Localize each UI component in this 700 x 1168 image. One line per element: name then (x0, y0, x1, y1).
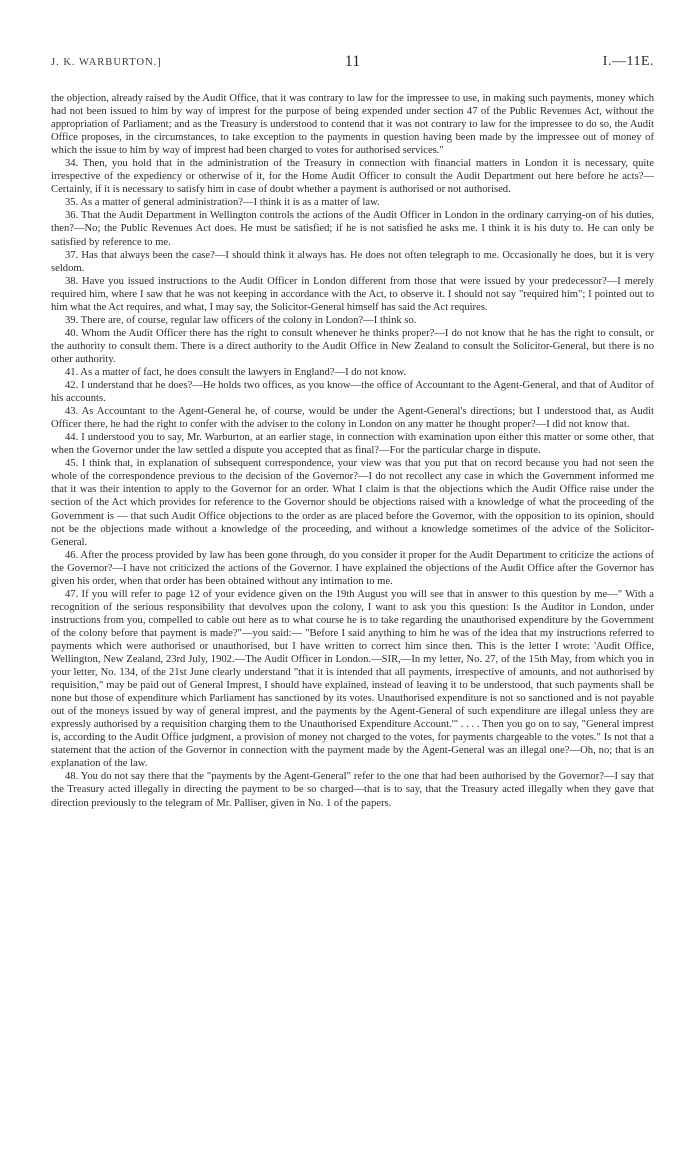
page-number: 11 (344, 53, 361, 70)
paragraph-continued: the objection, already raised by the Audit Office, that it was contrary to law for the impressee to use, in making such payments, money which had not been issued to him by way of imprest for the purpose of being expended under section 47 of the Public Revenues Act, without the appropriation of Parliament; and as the Treasury is understood to contend that it was not contrary to law for the impressee to do so, the Audit Office proposes, in the circumstances, to take exception to the payments in question having been made by the impressee out of money of which the issue to him by way of imprest had been charged to votes for authorised services." (51, 93, 654, 157)
paragraph-38: 38. Have you issued instructions to the Audit Officer in London different from those that were issued by your predecessor?—I merely required him, where I saw that he was not keeping in accordance with the Act, to observe it. I should not say "required him"; I pointed out to him what the Act requires, and what, I may say, the Solicitor-General himself has said the Act requires. (51, 275, 654, 313)
paragraph-46: 46. After the process provided by law has been gone through, do you consider it proper for the Audit Department to criticize the actions of the Governor?—I have not criticized the actions of the Governor. I have explained the objections of the Audit Office after the Governor has given his order, when that order has been obtained without any intimation to me. (51, 549, 654, 587)
paragraph-39: 39. There are, of course, regular law officers of the colony in London?—I think so. (65, 314, 417, 326)
paragraph-47: 47. If you will refer to page 12 of your evidence given on the 19th August you will see that in answer to this question by me—" With a recognition of the serious responsibility that devolves upon the colony, I want to ask you this question: Is the Auditor in London, under instructions from you, compelled to cable out here as to what course he is to take regarding the unauthorised expenditure by the Government of the colony before that payment is made?"—you said:— "Before I said anything to him he was of the idea that my instructions referred to payments which were authorised or unauthorised, but I have written to correct him since then. This is the letter I wrote: 'Audit Office, Wellington, New Zealand, 23rd July, 1902.—The Audit Officer in London.—SIR,—In my letter, No. 27, of the 15th May, from which you in your letter, No. 134, of the 21st June clearly understand "that it is intended that all payments, irrespective of amounts, and not authorised by requisition," may be paid out of General Imprest, I should have explained, instead of leaving it to be understood, that such payments shall be none but those of expenditure which Parliament has sanctioned by its votes. Unauthorised expenditure is not so sanctioned and is not payable out of the moneys issued by way of general imprest, and the payments by the Agent-General of such expenditure are illegal unless they are expressly authorised by a requisition charging them to the Unauthorised Expenditure Account.'" . . . . Then you go on to say, "General imprest is, according to the Audit Office judgment, a provision of money not charged to the votes, for payments chargeable to the votes." Is not that a statement that the action of the Governor in connection with the payment made by the Agent-General was an illegal one?—Oh, no; that is an explanation of the law. (51, 588, 654, 770)
witness-name: J. K. WARBURTON.] (51, 57, 162, 68)
page-header (51, 53, 654, 79)
paragraph-34: 34. Then, you hold that in the administration of the Treasury in connection with financial matters in London it is necessary, quite irrespective of the expediency or otherwise of it, for the Home Audit Officer to consult the Audit Department out here before he acts?—Certainly, if it is necessary to satisfy him in case of doubt whether a payment is authorised or not authorised. (51, 158, 654, 196)
paragraph-35: 35. As a matter of general administration?—I think it is as a matter of law. (65, 197, 380, 209)
paragraph-36: 36. That the Audit Department in Wellington controls the actions of the Audit Officer in London in the ordinary carrying-on of his duties, then?—No; the Public Revenues Act does. He must be satisfied; if he is not satisfied he asks me. I think it is his duty to. He can only be satisfied by reference to me. (51, 210, 654, 248)
paragraph-37: 37. Has that always been the case?—I should think it always has. He does not often telegraph to me. Occasionally he does, but it is very seldom. (51, 249, 654, 274)
paragraph-41: 41. As a matter of fact, he does consult the lawyers in England?—I do not know. (65, 366, 407, 378)
document-body (51, 92, 654, 810)
paragraph-42: 42. I understand that he does?—He holds two offices, as you know—the office of Accountant to the Agent-General, and that of Auditor of his accounts. (51, 380, 654, 405)
paragraph-48: 48. You do not say there that the "payments by the Agent-General" refer to the one that had been authorised by the Governor?—I say that the Treasury acted illegally in directing the payment to be so charged—that is to say, that the Treasury acted illegally when they gave that direction previously to the telegram of Mr. Palliser, given in No. 1 of the papers. (51, 771, 654, 809)
paragraph-45: 45. I think that, in explanation of subsequent correspondence, your view was that you put that on record because you had not seen the whole of the correspondence previous to the decision of the Governor?—I do not recollect any case in which the Government informed me that it was their intention to apply to the Governor for an order. What I claim is that the objections which the Audit Office raise under the section of the Act which provides for reference to the Governor should be objections raised with a knowledge of what the proceeding of the Government is — that such Audit Office objections to the order as are placed before the Governor, with the opposition to its opinion, should not be the objections made without a knowledge of the proceeding, and without a knowledge sometimes of the advice of the Solicitor-General. (51, 458, 654, 548)
paragraph-43: 43. As Accountant to the Agent-General he, of course, would be under the Agent-General's directions; but I understood that, as Audit Officer there, he had the right to confer with the adviser to the colony in London on any matter he thought proper?—I did not know that. (51, 406, 654, 431)
document-reference: I.—11E. (602, 54, 654, 69)
paragraph-44: 44. I understood you to say, Mr. Warburton, at an earlier stage, in connection with examination upon either this matter or some other, that when the Governor under the law settled a dispute you accepted that as final?—For the particular charge in dispute. (51, 432, 654, 457)
paragraph-40: 40. Whom the Audit Officer there has the right to consult whenever he thinks proper?—I do not know that he has the right to consult, or the authority to consult them. There is a direct authority to the Audit Office in New Zealand to consult the Solicitor-General, but there is no other authority. (51, 327, 654, 365)
